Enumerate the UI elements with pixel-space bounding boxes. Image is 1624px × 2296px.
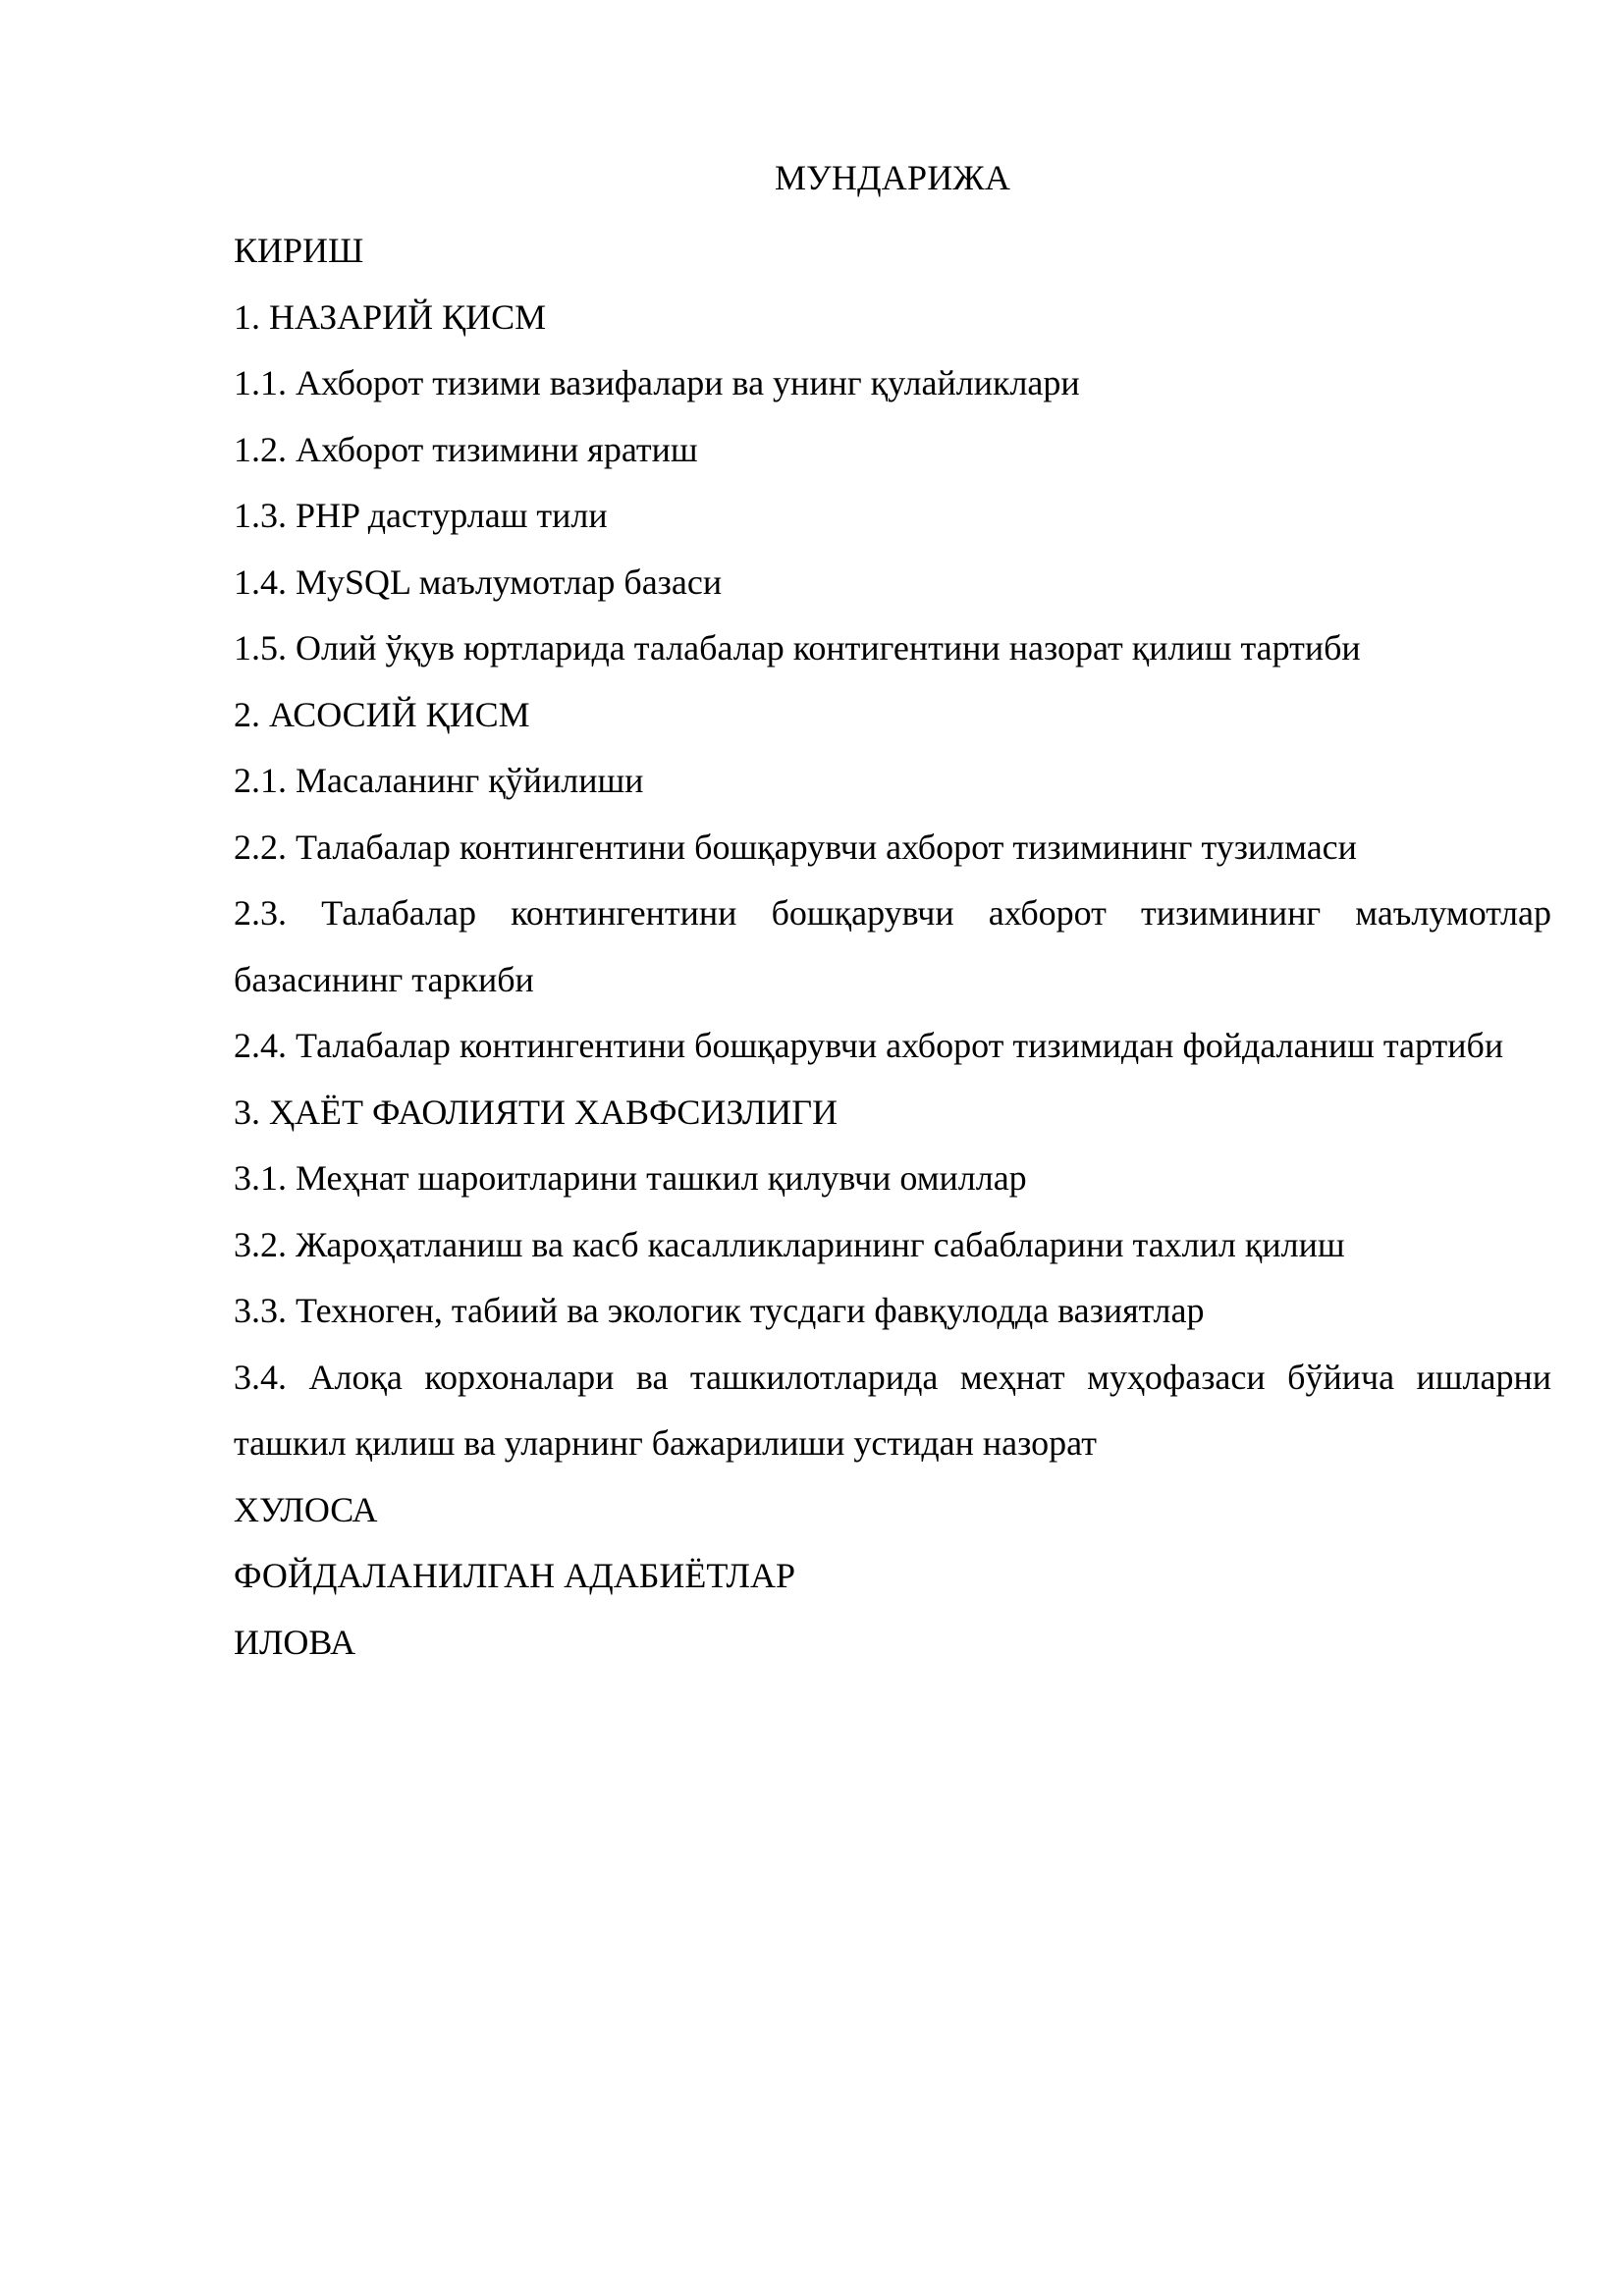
toc-entry-section-2: 2. АСОСИЙ ҚИСМ (234, 694, 530, 734)
toc-entry-intro: КИРИШ (234, 231, 364, 270)
toc-entry-1-1: 1.1. Ахборот тизими вазифалари ва унинг қулайликлари (234, 363, 1080, 402)
page-title: МУНДАРИЖА (774, 158, 1011, 197)
toc-entry-appendix: ИЛОВА (234, 1622, 356, 1662)
toc-entry-3-2: 3.2. Жароҳатланиш ва касб касалликларининг сабабларини тахлил қилиш (234, 1224, 1345, 1264)
toc-entry-references: ФОЙДАЛАНИЛГАН АДАБИЁТЛАР (234, 1556, 795, 1595)
toc-entry-3-1: 3.1. Меҳнат шароитларини ташкил қилувчи омиллар (234, 1158, 1027, 1198)
toc-entry-3-4: 3.4. Алоқа корхоналари ва ташкилотларида меҳнат муҳофазаси бўйича ишларни ташкил қилиш ва уларнинг бажарилиши устидан назорат (234, 1357, 1551, 1463)
toc-entry-2-1: 2.1. Масаланинг қўйилиши (234, 761, 644, 800)
table-of-contents (234, 218, 1551, 1676)
toc-entry-1-2: 1.2. Ахборот тизимини яратиш (234, 429, 698, 469)
toc-entry-1-4: 1.4. MySQL маълумотлар базаси (234, 561, 723, 602)
toc-entry-2-3: 2.3. Талабалар контингентини бошқарувчи ахборот тизимининг маълумотлар базасининг таркиби (234, 893, 1551, 999)
toc-entry-2-2: 2.2. Талабалар контингентини бошқарувчи ахборот тизимининг тузилмаси (234, 827, 1357, 867)
toc-entry-section-1: 1. НАЗАРИЙ ҚИСМ (234, 296, 547, 337)
toc-entry-1-3: 1.3. PHP дастурлаш тили (234, 496, 608, 535)
toc-entry-section-3: 3. ҲАЁТ ФАОЛИЯТИ ХАВФСИЗЛИГИ (234, 1092, 839, 1132)
toc-entry-3-3: 3.3. Техноген, табиий ва экологик тусдаги фавқулодда вазиятлар (234, 1291, 1205, 1330)
toc-entry-conclusion: ХУЛОСА (234, 1489, 378, 1529)
toc-entry-1-5: 1.5. Олий ўқув юртларида талабалар контигентини назорат қилиш тартиби (234, 628, 1361, 667)
toc-entry-2-4: 2.4. Талабалар контингентини бошқарувчи ахборот тизимидан фойдаланиш тартиби (234, 1026, 1504, 1065)
